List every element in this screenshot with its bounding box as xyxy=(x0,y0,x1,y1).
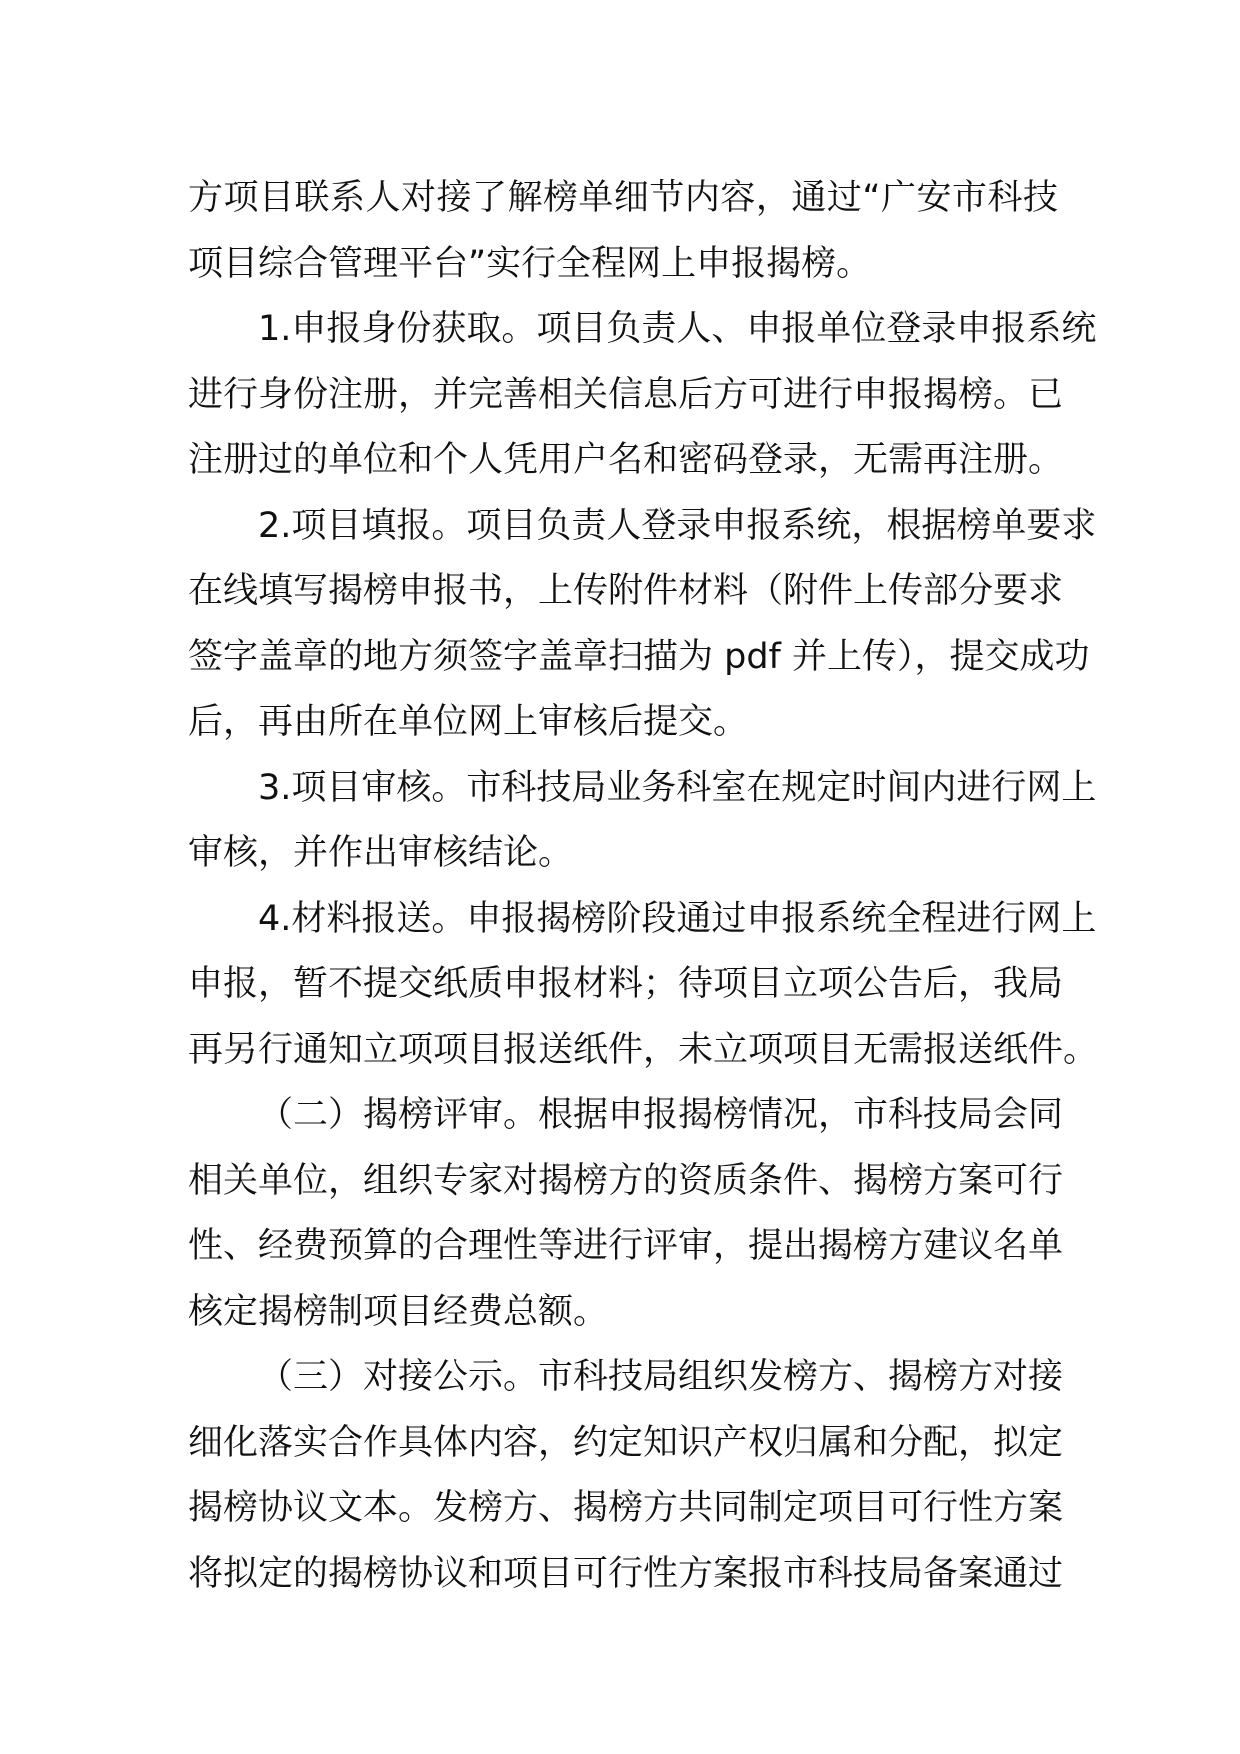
text-line: 后，再由所在单位网上审核后提交。 xyxy=(188,702,749,742)
text-line: 方项目联系人对接了解榜单细节内容，通过“广安市科技 xyxy=(188,178,1058,218)
text-line: 相关单位，组织专家对揭榜方的资质条件、揭榜方案可行 xyxy=(188,1160,1064,1201)
text-line: 在线填写揭榜申报书，上传附件材料（附件上传部分要求 xyxy=(188,571,1064,611)
text-line: （二）揭榜评审。根据申报揭榜情况，市科技局会同 xyxy=(258,1095,1064,1135)
text-line: （三）对接公示。市科技局组织发榜方、揭榜方对接 xyxy=(258,1357,1064,1397)
text-line: 申报，暂不提交纸质申报材料；待项目立项公告后，我局 xyxy=(188,964,1064,1004)
text-line: 核定揭榜制项目经费总额。 xyxy=(188,1291,609,1332)
text-line: 2.项目填报。项目负责人登录申报系统，根据榜单要求 xyxy=(258,505,1097,546)
text-line: 签字盖章的地方须签字盖章扫描为 pdf 并上传），提交成功 xyxy=(188,636,1090,677)
text-line: 性、经费预算的合理性等进行评审，提出揭榜方建议名单 xyxy=(188,1226,1064,1266)
text-line: 3.项目审核。市科技局业务科室在规定时间内进行网上 xyxy=(258,767,1097,808)
text-line: 细化落实合作具体内容，约定知识产权归属和分配，拟定 xyxy=(188,1422,1064,1463)
text-line: 将拟定的揭榜协议和项目可行性方案报市科技局备案通过 xyxy=(188,1553,1064,1594)
text-line: 项目综合管理平台”实行全程网上申报揭榜。 xyxy=(188,243,872,284)
text-line: 注册过的单位和个人凭用户名和密码登录，无需再注册。 xyxy=(188,440,1064,480)
text-line: 审核，并作出审核结论。 xyxy=(188,833,574,873)
text-line: 1.申报身份获取。项目负责人、申报单位登录申报系统 xyxy=(258,309,1097,349)
text-line: 揭榜协议文本。发榜方、揭榜方共同制定项目可行性方案 xyxy=(188,1488,1064,1528)
text-line: 进行身份注册，并完善相关信息后方可进行申报揭榜。已 xyxy=(188,374,1064,415)
document-body xyxy=(188,166,1099,1607)
text-line: 再另行通知立项项目报送纸件，未立项项目无需报送纸件。 xyxy=(188,1029,1099,1070)
text-line: 4.材料报送。申报揭榜阶段通过申报系统全程进行网上 xyxy=(258,898,1097,939)
